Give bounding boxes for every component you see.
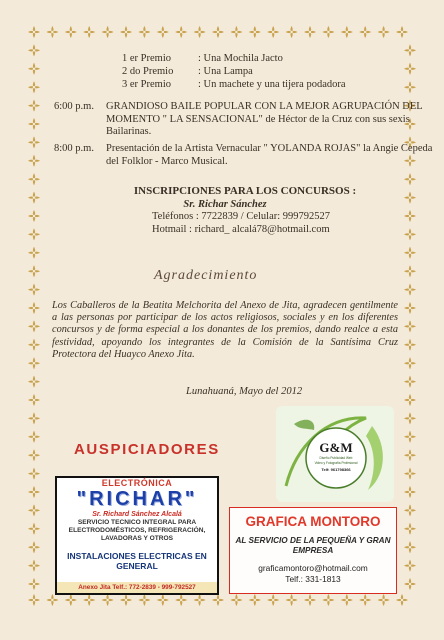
sponsors-heading: AUSPICIADORES — [74, 441, 220, 458]
gm-logo-graphic — [276, 406, 394, 502]
prize-item: : Una Mochila Jacto — [198, 53, 283, 64]
event-time: 6:00 p.m. — [54, 101, 94, 112]
gm-line-1: Diseño Publicidad Web — [319, 456, 353, 460]
prize-item: : Un machete y una tijera podadora — [198, 79, 346, 90]
prize-place: 1 er Premio — [122, 53, 171, 64]
prize-item: : Una Lampa — [198, 66, 253, 77]
richar-installations: INSTALACIONES ELECTRICAS EN GENERAL — [67, 551, 207, 571]
richar-name: "RICHAR" — [76, 488, 198, 510]
agradecimiento-title: Agradecimiento — [154, 268, 258, 283]
prize-place: 2 do Premio — [122, 66, 174, 77]
place-date: Lunahuaná, Mayo del 2012 — [186, 386, 303, 397]
richar-services: SERVICIO TECNICO INTEGRAL PARA ELECTRODOMÉSTICOS, REFRIGERACIÓN, LAVADORAS Y OTROS — [68, 519, 206, 542]
montoro-email: graficamontoro@hotmail.com — [258, 563, 368, 573]
gm-logo-name: G&M — [319, 440, 353, 455]
montoro-phone: Telf.: 331-1813 — [285, 574, 341, 584]
inscripciones-contact-name: Sr. Richar Sánchez — [183, 199, 267, 210]
richar-category: ELECTRÓNICA — [101, 478, 173, 488]
richar-owner: Sr. Richard Sánchez Alcalá — [92, 511, 182, 518]
sponsor-montoro-card — [229, 507, 397, 594]
richar-footer: Anexo Jita Telf.: 772-2839 - 999-792527 — [57, 582, 217, 593]
gm-phone: Telf: 961798366 — [321, 467, 351, 472]
inscripciones-heading: INSCRIPCIONES PARA LOS CONCURSOS : — [133, 185, 357, 197]
event-description: GRANDIOSO BAILE POPULAR CON LA MEJOR AGRUPACIÓN DEL MOMENTO " LA SENSACIONAL" de Héctor de la Cruz con sus sexis Bailarinas. — [106, 101, 423, 137]
montoro-title: GRAFICA MONTORO — [245, 514, 381, 529]
inscripciones-phones: Teléfonos : 7722839 / Celular: 999792527 — [152, 211, 331, 222]
prize-row-1 — [122, 52, 283, 65]
event-time: 8:00 p.m. — [54, 143, 94, 154]
montoro-subtitle: AL SERVICIO DE LA PEQUEÑA Y GRAN EMPRESA — [235, 536, 391, 555]
sponsor-gm-logo — [276, 406, 394, 502]
prize-row-3 — [122, 78, 346, 91]
agradecimiento-body: Los Caballeros de la Beatita Melchorita del Anexo de Jita, agradecen gentilmente a las personas por participar de los actos religiosos, sociales y en los diferentes concursos y de forma especial a los donantes de los premios, dando realce a esta festividad, apoyando los integrantes de la Comisión de la Santísima Cruz Protectora del Huayco Anexo Jita. — [52, 300, 398, 360]
event-description: Presentación de la Artista Vernacular " YOLANDA ROJAS" la Angie Cepeda del Folklor - Marco Musical. — [106, 143, 433, 167]
sponsor-richar-card — [55, 476, 219, 595]
prize-row-2 — [122, 65, 253, 78]
inscripciones-email: Hotmail : richard_ alcalá78@hotmail.com — [152, 224, 330, 235]
prize-place: 3 er Premio — [122, 79, 171, 90]
gm-line-2: Video y Fotografía Profesional — [314, 461, 358, 465]
